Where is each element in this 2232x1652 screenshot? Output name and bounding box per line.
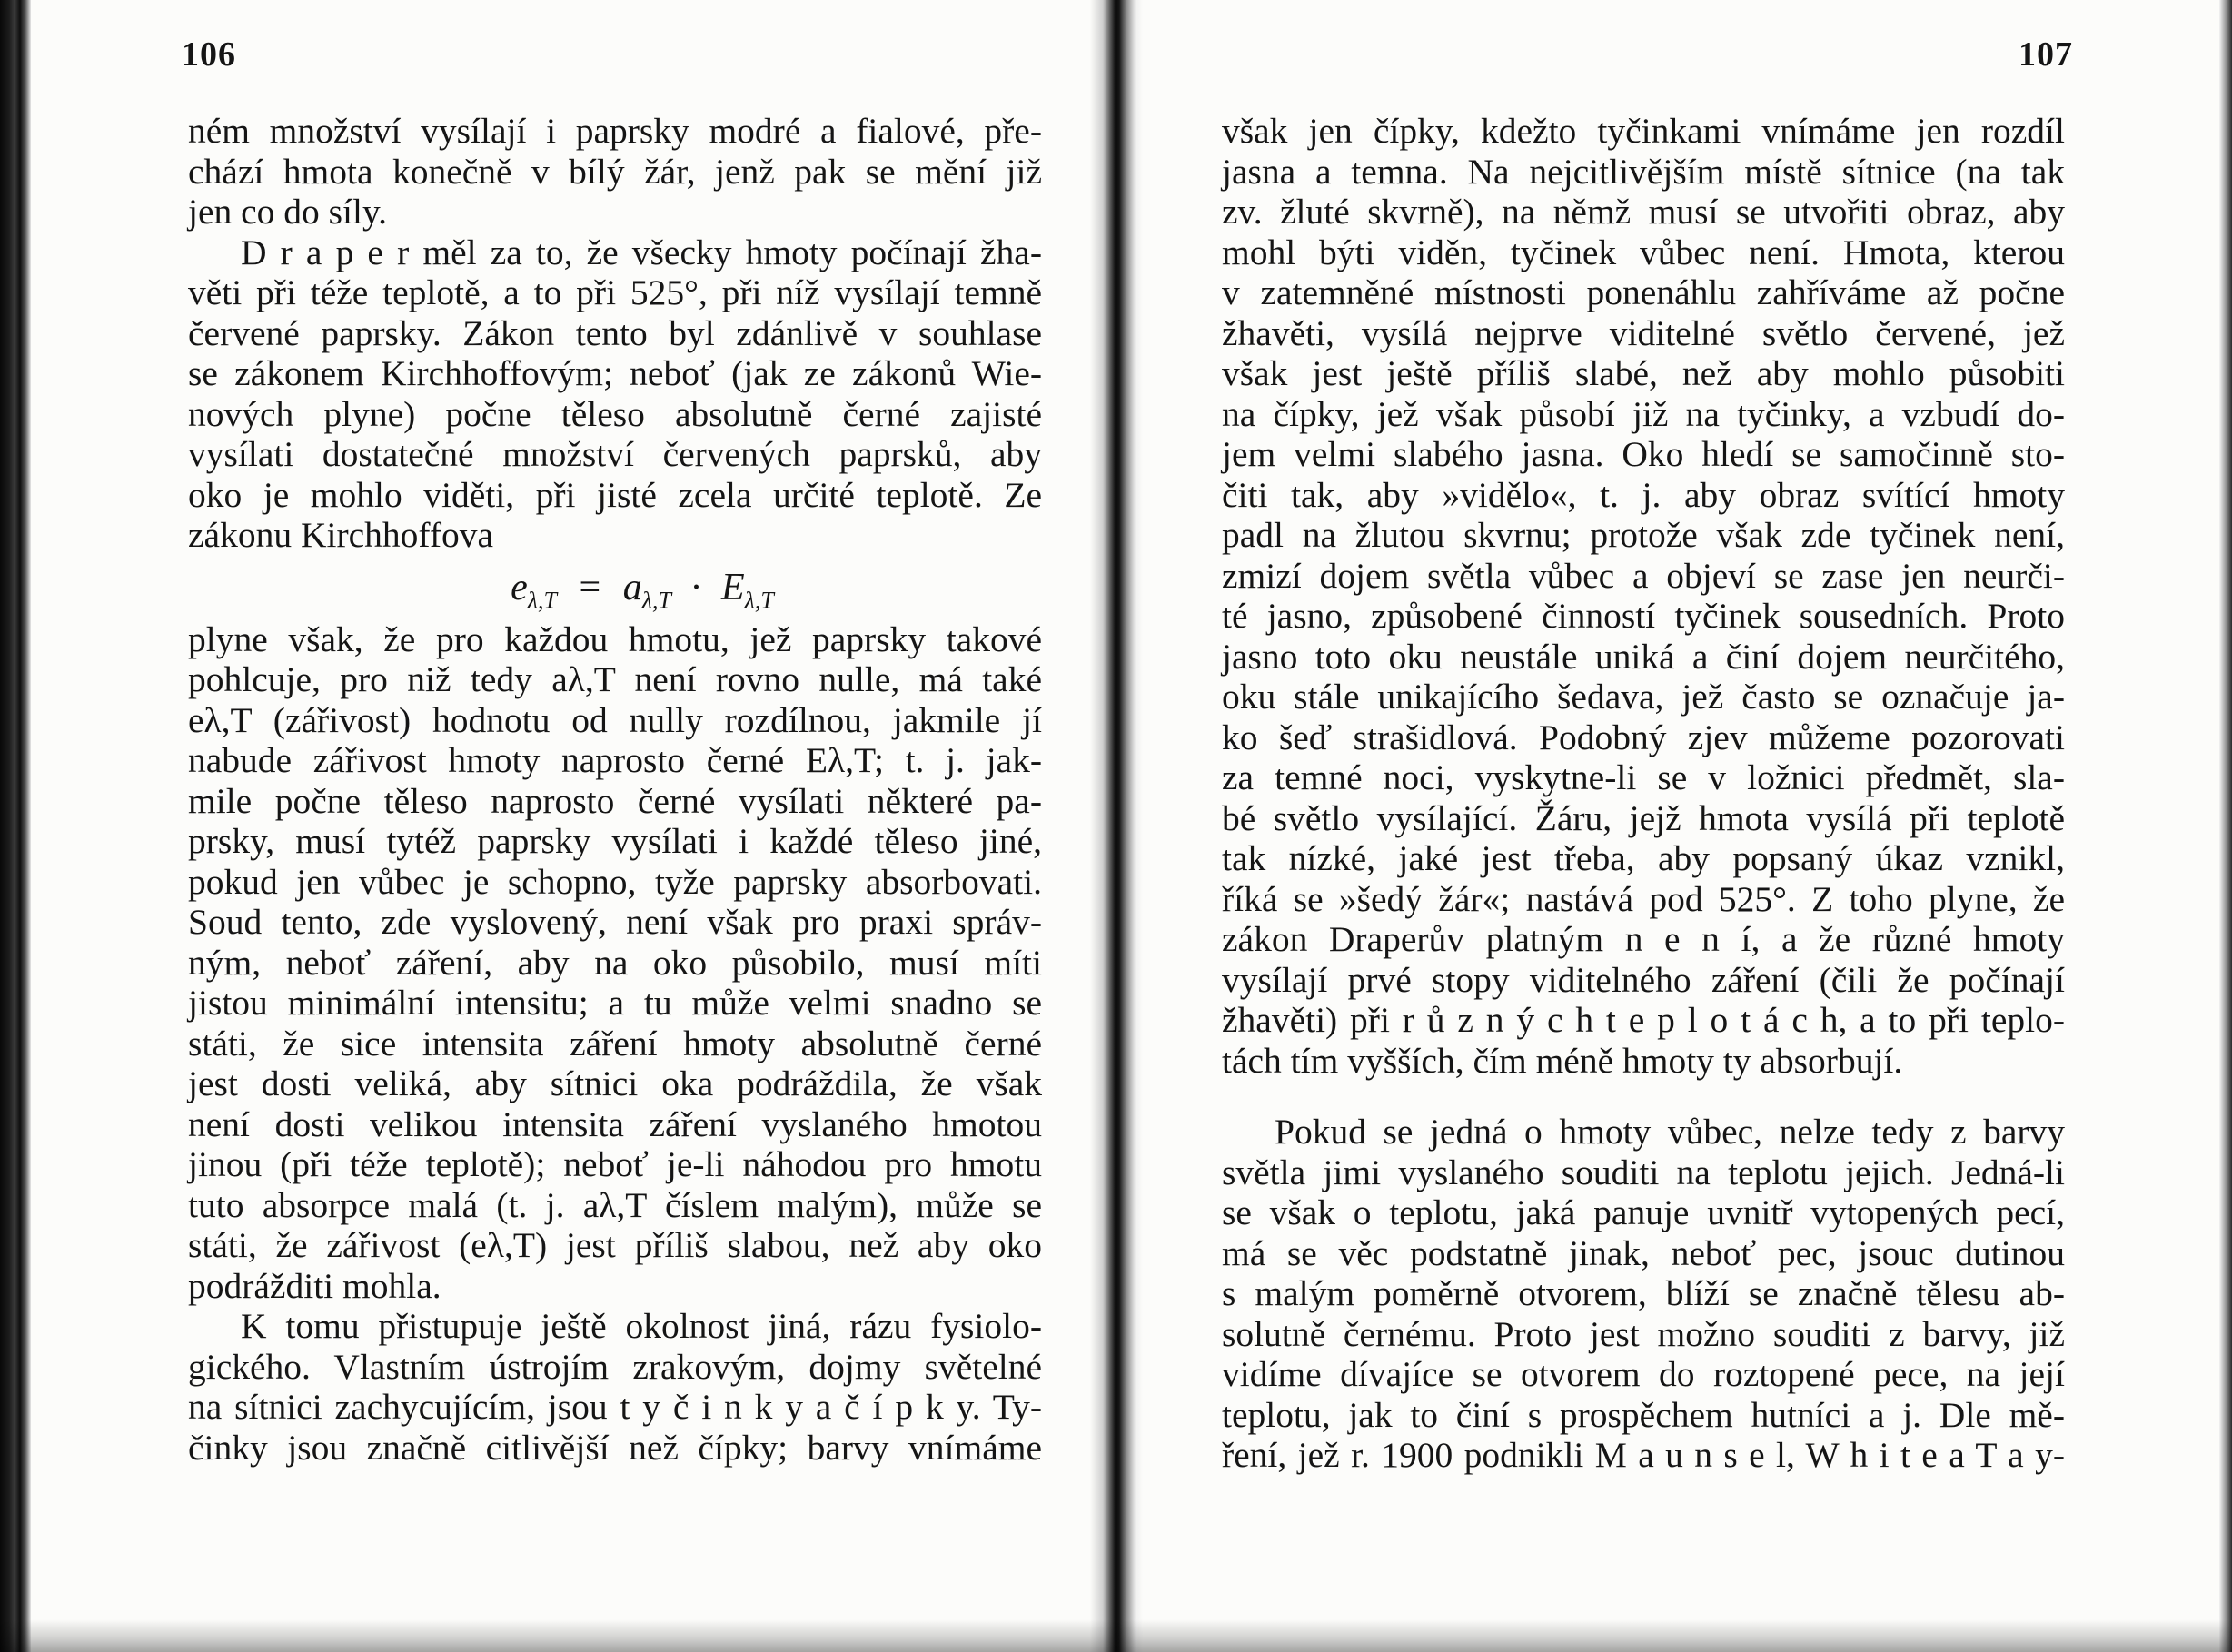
text-line: se však o teplotu, jaká panuje uvnitř vytopených pecí, — [1222, 1192, 2065, 1232]
text-line: na čípky, jež však působí již na tyčinky, a vzbudí do- — [1222, 393, 2065, 434]
formula-rhs1: a — [622, 566, 642, 608]
text-line: chází hmota konečně v bílý žár, jenž pak se mění již — [188, 151, 1042, 192]
text-line: však jest ještě příliš slabé, než aby mohlo působiti — [1222, 353, 2065, 393]
text-line: zv. žluté skvrně), na němž musí se utvořiti obraz, aby — [1222, 192, 2065, 232]
text-line: podrážditi mohla. — [188, 1265, 441, 1306]
text-line: K tomu přistupuje ještě okolnost jiná, rázu fysiolo- — [241, 1306, 1042, 1346]
page-number-left: 106 — [182, 35, 236, 74]
text-line: nabude zářivost hmoty naprosto černé Eλ,T; t. j. jak- — [188, 740, 1042, 780]
kirchhoff-formula — [188, 556, 1042, 619]
text-line: jistou minimální intensitu; a tu může velmi snadno se — [188, 983, 1042, 1023]
text-line: státi, že sice intensita záření hmoty absolutně černé — [188, 1023, 1042, 1063]
formula-lhs-sub: λ,T — [527, 586, 558, 613]
paragraph-gap — [1222, 1081, 2065, 1112]
text-line: činky jsou značně citlivější než čípky; barvy vnímáme — [188, 1427, 1042, 1468]
text-line: za temné noci, vyskytne-li se v ložnici předmět, sla- — [1222, 757, 2065, 797]
text-line: říká se »šedý žár«; nastává pod 525°. Z toho plyne, že — [1222, 878, 2065, 919]
right-page-text — [1222, 111, 2065, 1476]
formula-dot: · — [689, 566, 703, 608]
text-line: Pokud se jedná o hmoty vůbec, nelze tedy z barvy — [1275, 1112, 2065, 1152]
text-line: na sítnici zachycujícím, jsou t y č i n k y a č í p k y. Ty- — [188, 1387, 1042, 1427]
right-lines — [1222, 111, 2065, 1081]
text-line: plyne však, že pro každou hmotu, jež paprsky takové — [188, 618, 1042, 659]
formula-equals: = — [579, 566, 601, 608]
text-line: Soud tento, zde vyslovený, není však pro praxi správ- — [188, 902, 1042, 942]
text-line: však jen čípky, kdežto tyčinkami vnímáme jen rozdíl — [1222, 111, 2065, 151]
text-line: pohlcuje, pro niž tedy aλ,T není rovno nulle, má také — [188, 659, 1042, 699]
text-line: ným, neboť záření, aby na oko působilo, musí míti — [188, 942, 1042, 983]
bottom-shadow — [0, 1619, 2232, 1652]
left-lines — [188, 111, 1042, 556]
text-line: se zákonem Kirchhoffovým; neboť (jak ze zákonů Wie- — [188, 353, 1042, 393]
text-line: žhavěti) při r ů z n ý c h t e p l o t á c h, a to při teplo- — [1222, 1000, 2065, 1040]
text-line: vysílati dostatečné množství červených paprsků, aby — [188, 434, 1042, 474]
text-line: zmizí dojem světla vůbec a objeví se zase jen neurči- — [1222, 555, 2065, 596]
text-line: žhavěti, vysílá nejprve viditelné světlo červené, jež — [1222, 312, 2065, 353]
text-line: nových plyne) počne těleso absolutně černé zajisté — [188, 393, 1042, 434]
text-line: mile počne těleso naprosto černé vysílati některé pa- — [188, 780, 1042, 821]
text-line: jinou (při téže teplotě); neboť je-li náhodou pro hmotu — [188, 1144, 1042, 1184]
text-line: jasno toto oku neustále uniká a činí dojem neurčitého, — [1222, 636, 2065, 677]
text-line: vysílají prvé stopy viditelného záření (čili že počínají — [1222, 959, 2065, 1000]
text-line: té jasno, způsobené činností tyčinek sousedních. Proto — [1222, 596, 2065, 636]
text-line: mohl býti viděn, tyčinek vůbec není. Hmota, kterou — [1222, 232, 2065, 272]
book-gutter — [1090, 0, 1143, 1652]
text-line: zákonu Kirchhoffova — [188, 515, 494, 555]
text-line: tách tím vyšších, čím méně hmoty ty absorbují. — [1222, 1040, 1903, 1081]
text-line: prsky, musí tytéž paprsky vysílati i každé těleso jiné, — [188, 821, 1042, 861]
text-line: teplotu, jak to činí s prospěchem hutníci a j. Dle mě- — [1222, 1394, 2065, 1435]
left-page — [0, 0, 1113, 1652]
formula-rhs1-sub: λ,T — [641, 586, 671, 613]
text-line: jasna a temna. Na nejcitlivějším místě sítnice (na tak — [1222, 151, 2065, 192]
text-line: jem velmi slabého jasna. Oko hledí se samočinně sto- — [1222, 434, 2065, 474]
right-page — [1119, 0, 2232, 1652]
text-line: gického. Vlastním ústrojím zrakovým, dojmy světelné — [188, 1346, 1042, 1387]
text-line: ném množství vysílají i paprsky modré a fialové, pře- — [188, 111, 1042, 151]
text-line: bé světlo vysílající. Žáru, jejž hmota vysílá při teplotě — [1222, 797, 2065, 838]
text-line: oko je mohlo viděti, při jisté zcela určité teplotě. Ze — [188, 474, 1042, 515]
text-line: není dosti velikou intensita záření vyslaného hmotou — [188, 1103, 1042, 1144]
text-line: světla jimi vyslaného souditi na teplotu jejich. Jedná-li — [1222, 1152, 2065, 1192]
text-line: solutně černému. Proto jest možno souditi z barvy, již — [1222, 1313, 2065, 1354]
text-line: jest dosti veliká, aby sítnici oka podráždila, že však — [188, 1063, 1042, 1103]
formula-rhs2: E — [720, 566, 745, 608]
text-line: tak nízké, jaké jest třeba, aby popsaný úkaz vznikl, — [1222, 838, 2065, 878]
formula-lhs: e — [511, 566, 528, 608]
text-line: zákon Draperův platným n e n í, a že různé hmoty — [1222, 919, 2065, 959]
left-page-text — [188, 111, 1042, 1468]
text-line: jen co do síly. — [188, 192, 388, 232]
text-line: státi, že zářivost (eλ,T) jest příliš slabou, než aby oko — [188, 1225, 1042, 1265]
text-line: padl na žlutou skvrnu; protože však zde tyčinek není, — [1222, 515, 2065, 555]
text-line: vidíme dívajíce se otvorem do roztopené pece, na její — [1222, 1354, 2065, 1394]
text-line: oku stále unikajícího šedava, jež často se označuje ja- — [1222, 677, 2065, 717]
text-line: s malým poměrně otvorem, blíží se značně tělesu ab- — [1222, 1273, 2065, 1313]
left-lines-after — [188, 619, 1042, 1469]
text-line: červené paprsky. Zákon tento byl zdánlivě v souhlase — [188, 312, 1042, 353]
text-line: ření, jež r. 1900 podnikli M a u n s e l, W h i t e a T a y- — [1222, 1435, 2065, 1475]
text-line: ko šeď strašidlová. Podobný zjev můžeme pozorovati — [1222, 717, 2065, 757]
text-line: věti při téže teplotě, a to při 525°, při níž vysílají temně — [188, 272, 1042, 312]
text-line: tuto absorpce malá (t. j. aλ,T číslem malým), může se — [188, 1184, 1042, 1225]
text-line: má se věc podstatně jinak, neboť pec, jsouc dutinou — [1222, 1232, 2065, 1273]
right-lines-after — [1222, 1112, 2065, 1476]
page-edge-right — [2219, 0, 2232, 1652]
text-line: v zatemněné místnosti ponenáhlu zahříváme až počne — [1222, 272, 2065, 312]
formula-rhs2-sub: λ,T — [744, 586, 774, 613]
text-line: pokud jen vůbec je schopno, tyže paprsky absorbovati. — [188, 861, 1042, 902]
text-line: čiti tak, aby »vidělo«, t. j. aby obraz svítící hmoty — [1222, 474, 2065, 515]
page-number-right: 107 — [2019, 35, 2073, 74]
text-line: eλ,T (zářivost) hodnotu od nully rozdílnou, jakmile jí — [188, 699, 1042, 740]
page-edge-left — [0, 0, 31, 1652]
text-line: D r a p e r měl za to, že všecky hmoty počínají žha- — [241, 232, 1042, 272]
